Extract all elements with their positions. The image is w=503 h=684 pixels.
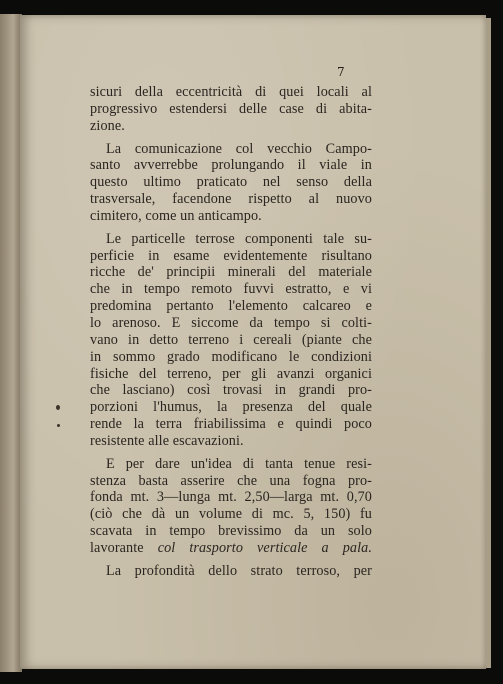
text-line: fonda mt. 3—lunga mt. 2,50—larga mt. 0,70 [90,489,372,506]
text-line [90,540,372,557]
text-line: trasversale, facendone rispetto al nuovo [90,191,372,208]
text-line: santo avverrebbe prolungando il viale in [90,157,372,174]
paragraph [90,141,372,225]
text-line: La comunicazione col vecchio Campo- [106,140,372,157]
text-line: Le particelle terrose componenti tale su- [106,230,372,247]
text-line: E per dare un'idea di tanta tenue resi- [106,455,372,472]
body-text [90,84,372,580]
text-line: che lasciano) così trovasi in grandi pro- [90,382,372,399]
ink-spot [57,424,60,427]
text-line: (ciò che dà un volume di mc. 5, 150) fu [90,506,372,523]
text-line: vano in detto terreno i cereali (piante che [90,331,372,348]
text-line: cimitero, come un anticampo. [90,207,262,224]
paragraph [90,456,372,557]
paragraph [90,563,372,580]
text-line: lo arenoso. E siccome da tempo si colti- [90,314,372,331]
ink-spot [56,405,60,410]
facing-page-edge [0,14,22,672]
text-line: ricche de' principii minerali del materiale [90,264,372,281]
page-stack-edge [486,18,491,668]
text-line: perficie in esame evidentemente risultano [90,247,372,264]
text-line: progressivo estendersi delle case di abita- [90,100,372,117]
text-line: stenza basta asserire che una fogna pro- [90,472,372,489]
paragraph [90,231,372,450]
text-line: scavata in tempo brevissimo da un solo [90,523,372,540]
text-line: porzioni l'humus, la presenza del quale [90,399,372,416]
paragraph [90,84,372,135]
text-line: predomina pertanto l'elemento calcareo e [90,298,372,315]
italic-text-run: col trasporto verticale a pala. [157,539,373,556]
page-number: 7 [337,65,345,79]
text-line: zione. [90,117,125,134]
text-line: rende la terra friabilissima e quindi poco [90,416,372,433]
text-line: questo ultimo praticato nel senso della [90,174,372,191]
text-line: resistente alle escavazioni. [90,432,244,449]
text-line: sicuri della eccentricità di quei locali al [90,84,372,100]
text-line: in sommo grado modificano le condizioni [90,348,372,365]
text-line: La profondità dello strato terroso, per [106,562,372,579]
text-run: lavorante [90,539,158,556]
text-line: fisiche del terreno, per gli avanzi organici [90,365,372,382]
text-line: che in tempo remoto fuvvi estratto, e vi [90,281,372,298]
